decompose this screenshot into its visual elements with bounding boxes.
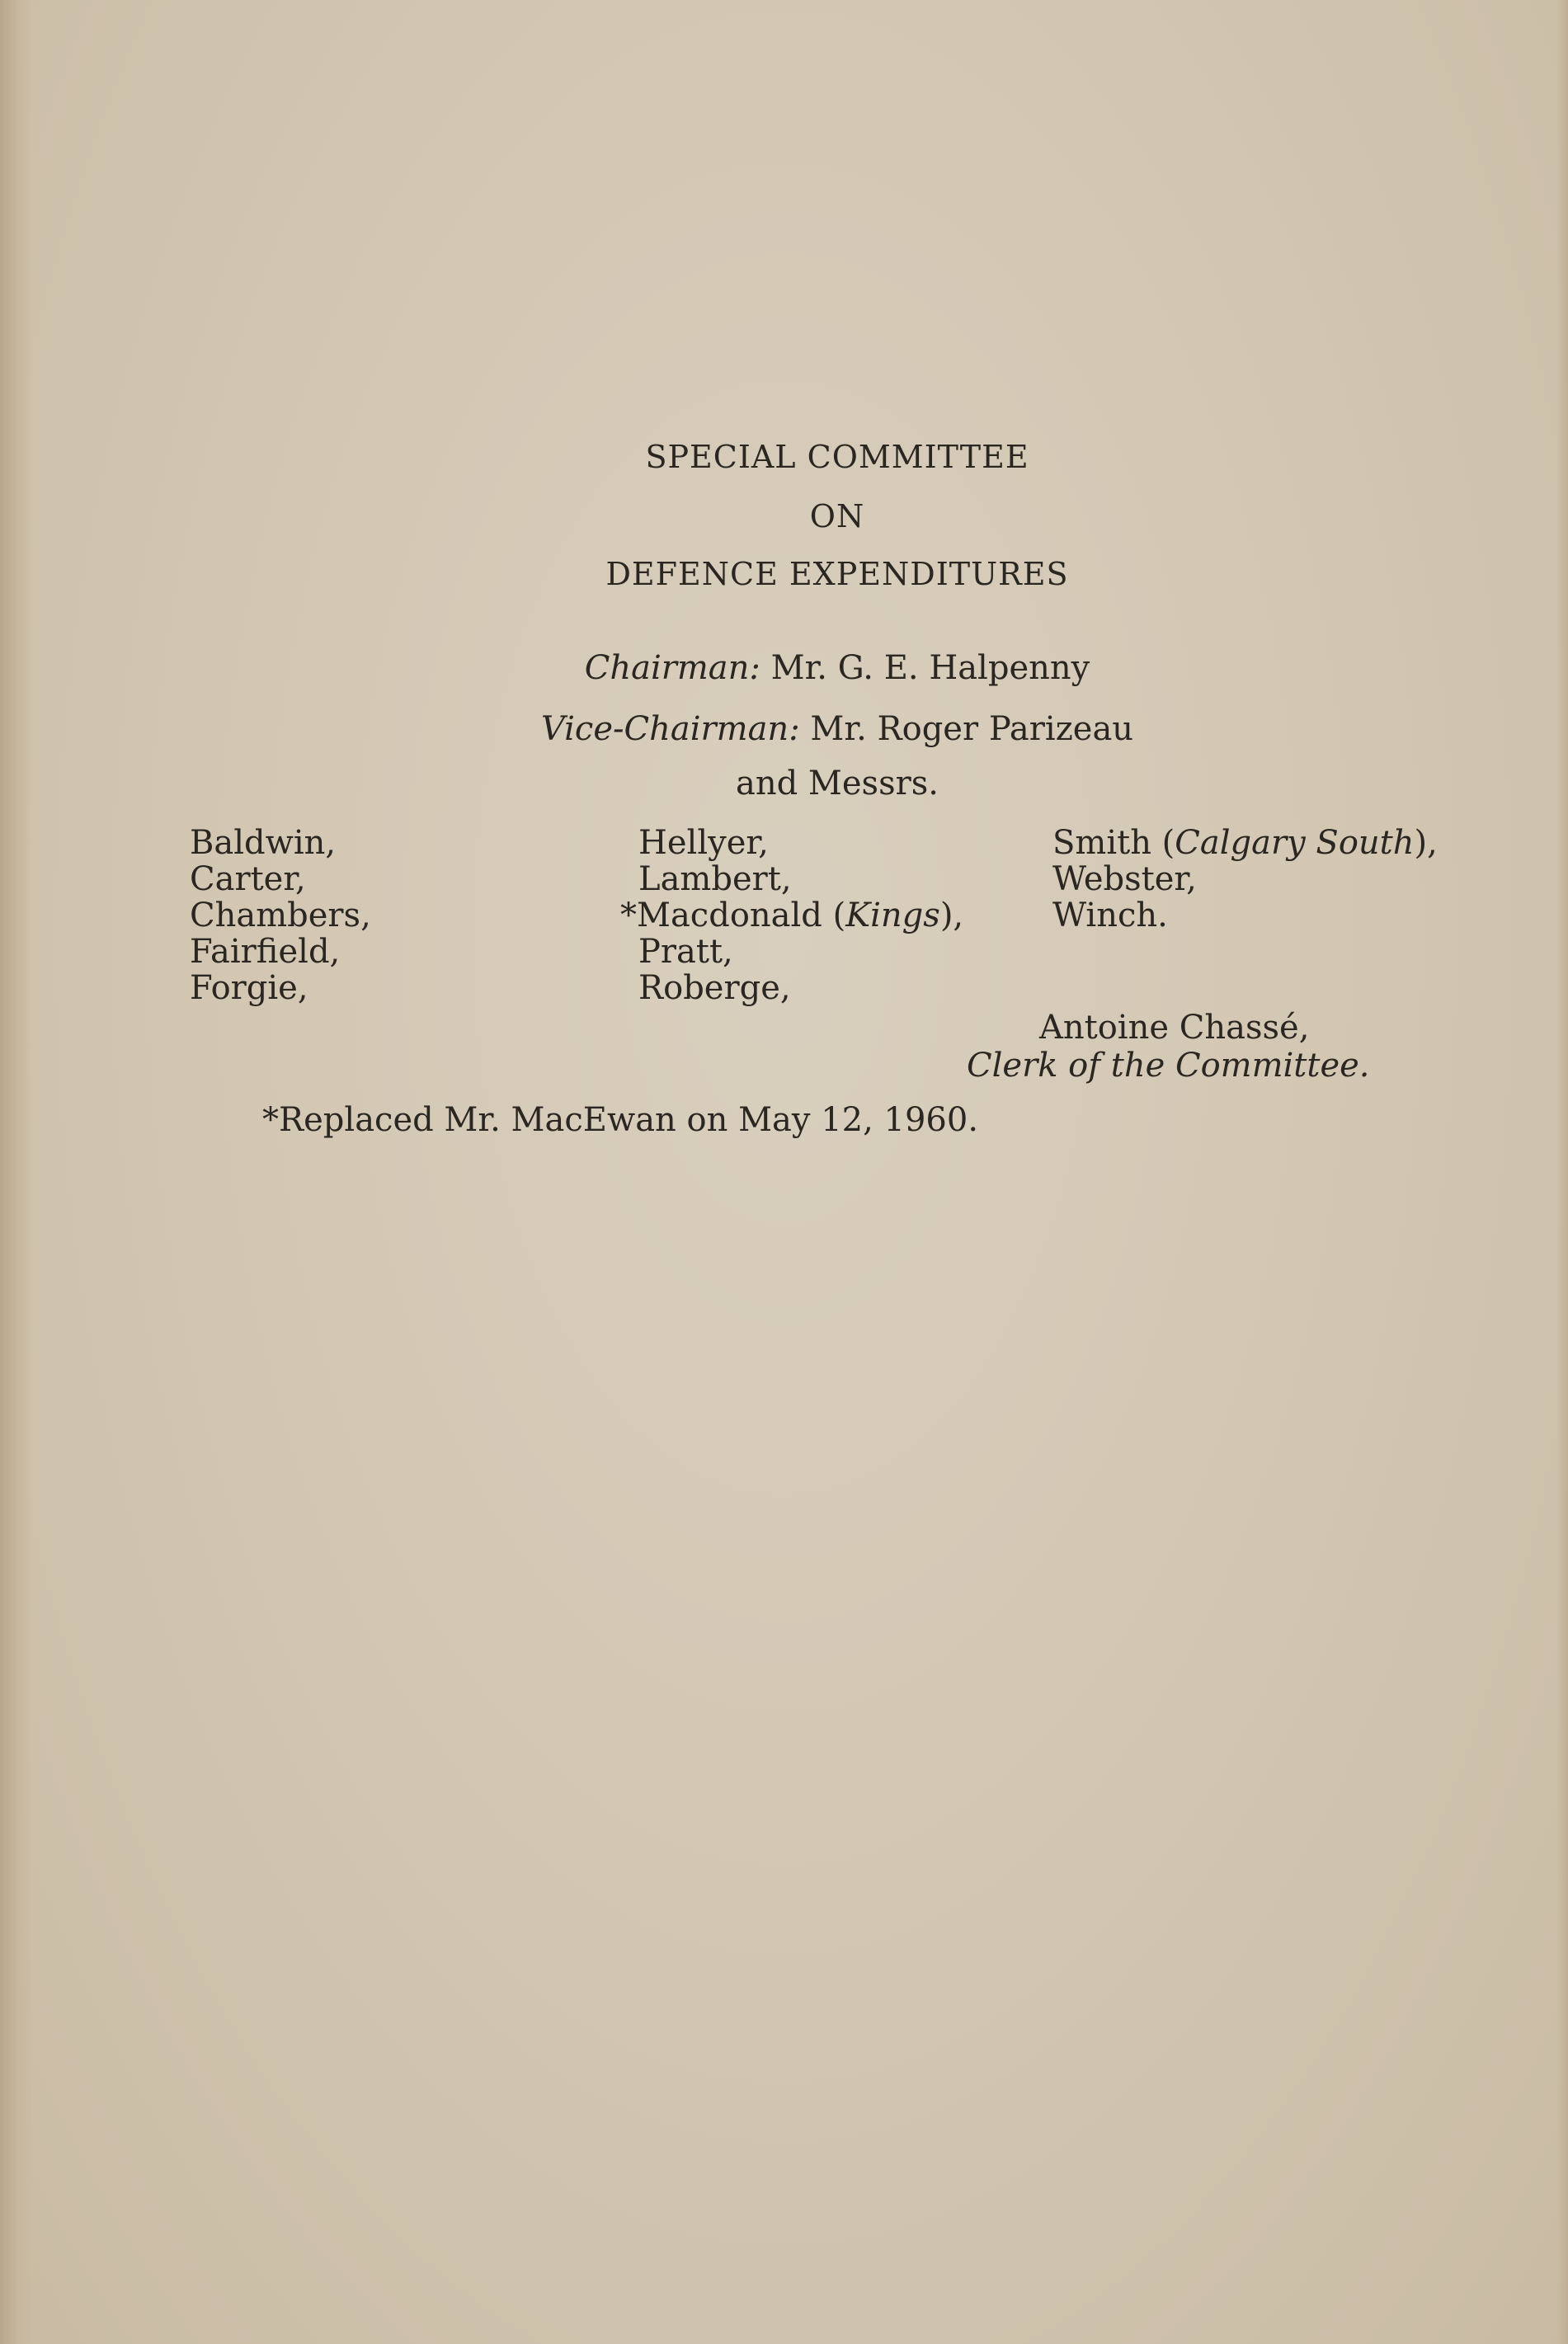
member-name: Roberge,	[638, 969, 791, 1007]
and-messrs: and Messrs.	[736, 765, 939, 803]
heading-line-3: DEFENCE EXPENDITURES	[605, 556, 1069, 592]
heading-line-2: ON	[809, 498, 865, 534]
clerk-title: Clerk of the Committee.	[967, 1047, 1370, 1085]
chairman-line	[0, 648, 1568, 688]
chairman-label: Chairman:	[584, 649, 760, 687]
member-smith	[1052, 825, 1438, 861]
member-name: Fairfield,	[190, 933, 341, 971]
vice-chairman-label: Vice-Chairman:	[540, 710, 800, 748]
member-name: Webster,	[1052, 860, 1197, 898]
vice-chairman-line	[0, 709, 1568, 749]
member-suffix: ),	[1414, 824, 1438, 862]
member-name: Forgie,	[190, 969, 308, 1007]
members-column-1	[190, 825, 371, 1006]
member-name: Carter,	[190, 860, 306, 898]
vice-chairman-name: Mr. Roger Parizeau	[799, 710, 1134, 748]
heading-line-1: SPECIAL COMMITTEE	[645, 439, 1029, 475]
members-column-3	[1052, 825, 1438, 934]
clerk-name: Antoine Chassé,	[1039, 1009, 1310, 1047]
page-edge-shadow	[1556, 0, 1568, 2344]
member-macdonald	[620, 897, 963, 934]
member-name: Hellyer,	[638, 824, 769, 862]
member-name: Chambers,	[190, 897, 371, 934]
member-riding: Calgary South	[1175, 824, 1415, 862]
member-name: Winch.	[1052, 897, 1168, 934]
members-column-2	[620, 825, 963, 1006]
page-spine-shadow	[0, 0, 33, 2344]
member-name: Baldwin,	[190, 824, 337, 862]
member-riding: Kings	[845, 897, 940, 934]
member-name: Pratt,	[638, 933, 733, 971]
footnote: *Replaced Mr. MacEwan on May 12, 1960.	[262, 1101, 979, 1139]
member-suffix: ),	[939, 897, 964, 934]
member-name: Lambert,	[638, 860, 792, 898]
member-name: Smith (	[1052, 824, 1175, 862]
chairman-name: Mr. G. E. Halpenny	[760, 649, 1090, 687]
member-name: *Macdonald (	[620, 897, 846, 934]
